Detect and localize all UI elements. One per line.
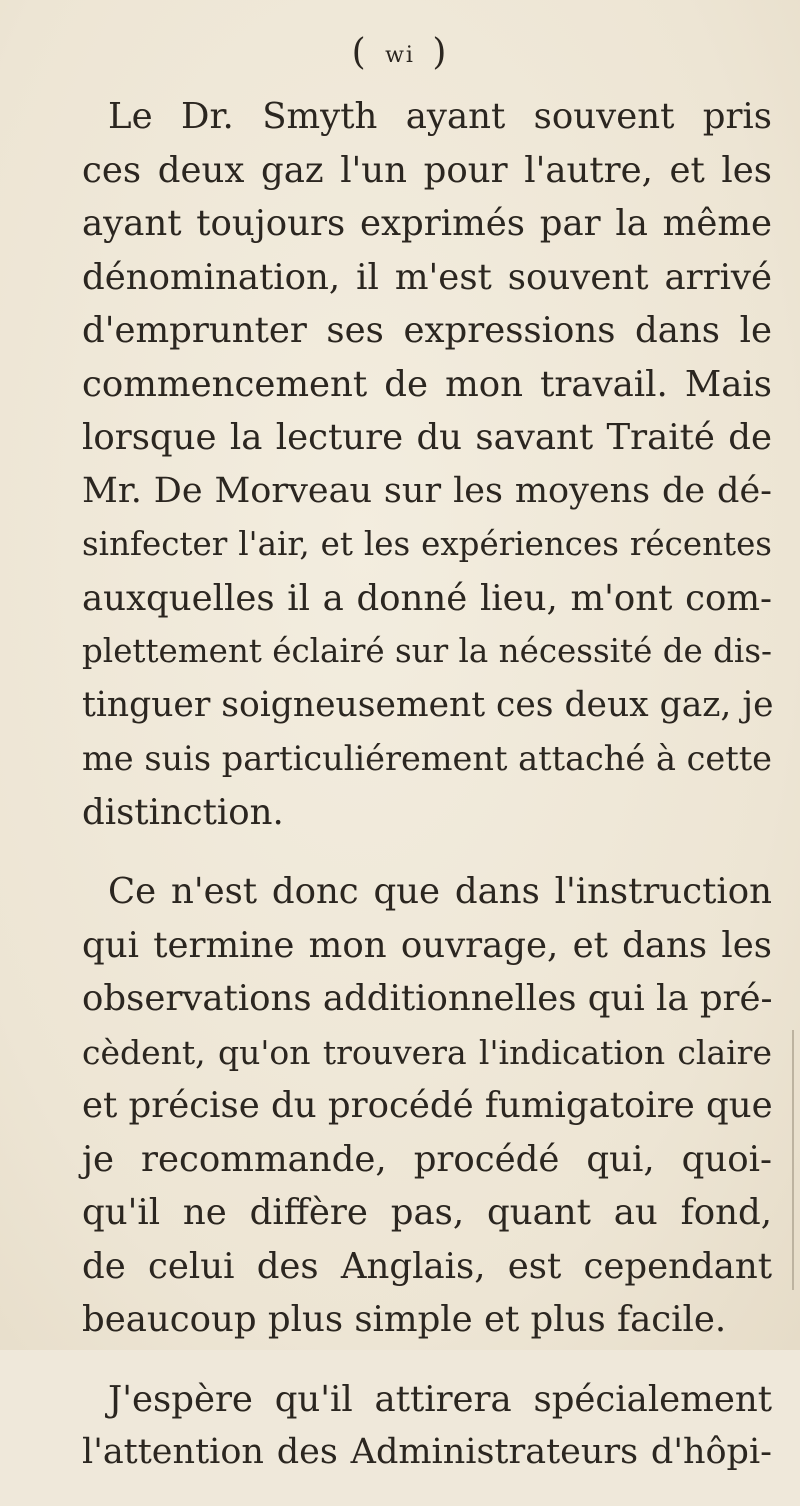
text-line: J'espère qu'il attirera spécialement [108, 1378, 772, 1420]
paragraph-2 [82, 865, 772, 1347]
text-line: lorsque la lecture du savant Traité de [82, 417, 772, 458]
text-line: de celui des Anglais, est cependant [82, 1245, 772, 1287]
text-line: qu'il ne diffère pas, quant au fond, [82, 1192, 772, 1233]
text-line: l'attention des Administrateurs d'hôpi- [82, 1432, 772, 1472]
paragraph-1 [82, 90, 772, 839]
text-line: dénomination, il m'est souvent arrivé [82, 256, 772, 298]
text-line: tinguer soigneusement ces deux gaz, je [82, 684, 774, 725]
text-line: plettement éclairé sur la nécessité de dis- [82, 632, 772, 670]
text-line: je recommande, procédé qui, quoi- [82, 1138, 772, 1180]
text-line: ayant toujours exprimés par la même [82, 203, 772, 244]
header-close-paren: ) [432, 32, 449, 73]
body-text [82, 90, 772, 1506]
text-line: sinfecter l'air, et les expériences récentes [82, 525, 772, 563]
text-line: commencement de mon travail. Mais [82, 363, 772, 405]
text-line: me suis particuliérement attaché à cette [82, 739, 772, 778]
text-line: d'emprunter ses expressions dans le [82, 310, 772, 351]
page-folio: wi [385, 42, 415, 68]
text-line: distinction. [82, 791, 284, 833]
text-line: ces deux gaz l'un pour l'autre, et les [82, 149, 772, 191]
paragraph-3 [82, 1373, 772, 1480]
text-line: qui termine mon ouvrage, et dans les [82, 924, 772, 966]
page-header [0, 32, 800, 73]
text-line: auxquelles il a donné lieu, m'ont com- [82, 577, 772, 619]
text-line: observations additionnelles qui la pré- [82, 978, 773, 1019]
text-line: Le Dr. Smyth ayant souvent pris [108, 96, 772, 137]
text-line: Mr. De Morveau sur les moyens de dé- [82, 470, 772, 511]
page-edge-shadow [792, 1030, 794, 1290]
text-line: beaucoup plus simple et plus facile. [82, 1299, 727, 1340]
text-line: et précise du procédé fumigatoire que [82, 1085, 773, 1126]
text-line: Ce n'est donc que dans l'instruction [108, 871, 772, 912]
header-open-paren: ( [351, 32, 368, 73]
text-line: cèdent, qu'on trouvera l'indication claire [82, 1032, 772, 1072]
